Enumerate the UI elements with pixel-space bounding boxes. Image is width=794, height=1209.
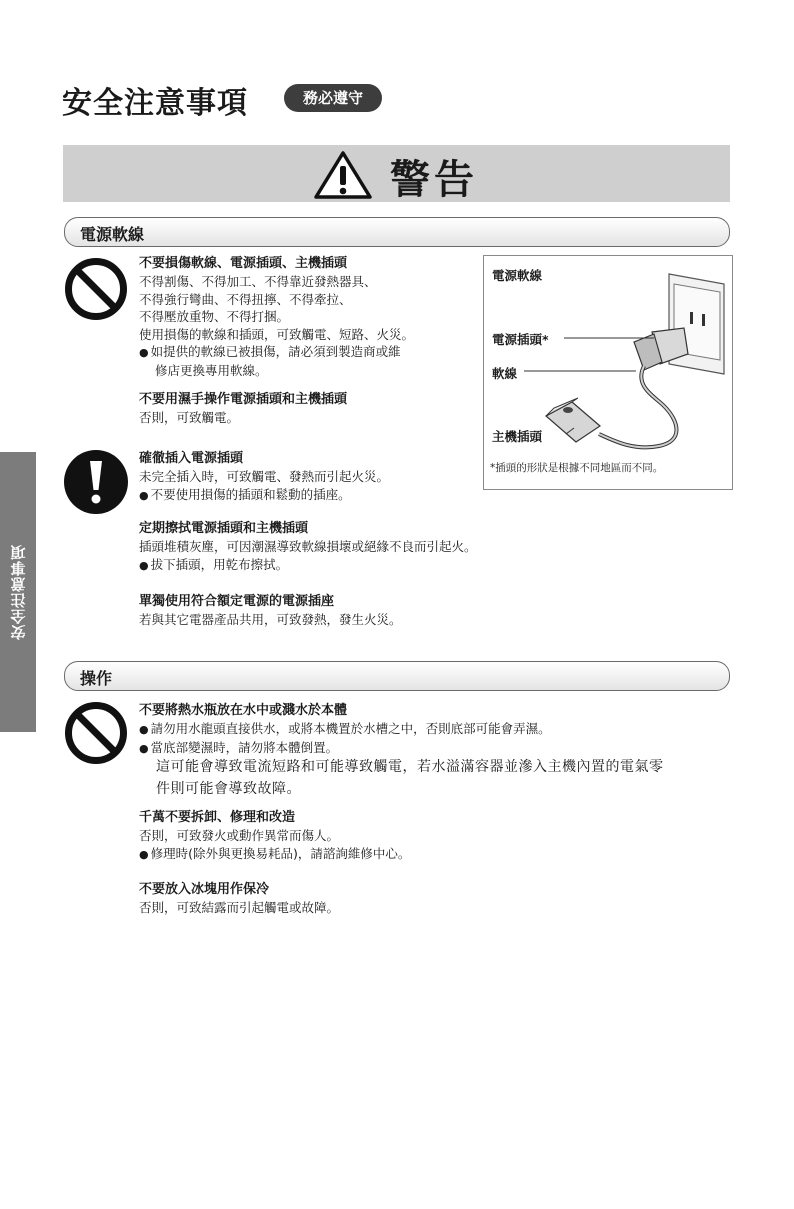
- figure-label-appliance-plug: 主機插頭: [492, 429, 543, 444]
- power-item-dedicated-outlet: [139, 593, 402, 629]
- item-title: 不要放入冰塊用作保冷: [139, 882, 270, 897]
- item-text: 不得割傷、不得加工、不得靠近發熱器具、: [139, 274, 377, 289]
- item-text: 若與其它電器產品共用，可致發熱，發生火災。: [139, 612, 402, 627]
- item-bullet: ● 如提供的軟線已被損傷，請必須到製造商或維: [139, 343, 414, 362]
- item-title: 不要用濕手操作電源插頭和主機插頭: [139, 392, 348, 407]
- operation-item-ice: [139, 881, 339, 917]
- figure-note: *插頭的形狀是根據不同地區而不同。: [490, 462, 664, 474]
- figure-label-plug: 電源插頭*: [492, 332, 549, 347]
- item-text: 插頭堆積灰塵，可因潮濕導致軟線損壞或絕緣不良而引起火。: [139, 539, 477, 554]
- item-text: 修店更換專用軟線。: [155, 362, 268, 378]
- exclamation-icon: [63, 449, 129, 515]
- item-title: 千萬不要拆卸、修理和改造: [139, 810, 296, 825]
- item-title: 確徹插入電源插頭: [139, 451, 244, 466]
- item-text: 否則，可致觸電。: [139, 410, 240, 425]
- section-bar-operation: [64, 661, 730, 691]
- item-bullet: ● 當底部變濕時，請勿將本體倒置。: [139, 739, 551, 758]
- item-text: 件則可能會導致故障。: [156, 781, 301, 797]
- item-text: 否則，可致結露而引起觸電或故障。: [139, 900, 340, 915]
- operation-item-disassemble: [139, 809, 410, 863]
- figure-label-cord: 電源軟線: [492, 268, 543, 283]
- item-text: 不得壓放重物、不得打捆。: [139, 309, 290, 324]
- power-item-wet-hands: [139, 391, 347, 427]
- side-tab-label: 安全注意事項: [9, 544, 28, 640]
- section-bar-power-cord: [64, 217, 730, 247]
- section-heading-power-cord: 電源軟線: [80, 225, 145, 244]
- item-title: 單獨使用符合額定電源的電源插座: [139, 594, 335, 609]
- item-text: 未完全插入時，可致觸電、發熱而引起火災。: [139, 469, 390, 484]
- operation-item-water: [139, 702, 551, 757]
- figure-label-wire: 軟線: [492, 366, 518, 381]
- item-text: 否則，可致發火或動作異常而傷人。: [139, 828, 340, 843]
- side-tab: [0, 452, 36, 732]
- page-title: 安全注意事項: [62, 86, 248, 121]
- item-bullet: ● 修理時(除外與更換易耗品)，請諮詢維修中心。: [139, 845, 410, 864]
- warning-triangle-icon: [313, 150, 373, 200]
- section-heading-operation: 操作: [80, 669, 113, 688]
- must-comply-badge: 務必遵守: [284, 84, 382, 112]
- item-bullet: ● 拔下插頭，用乾布擦拭。: [139, 556, 477, 575]
- item-bullet: ● 不要使用損傷的插頭和鬆動的插座。: [139, 486, 389, 505]
- power-item-damage: [139, 255, 414, 379]
- prohibition-icon: [63, 256, 129, 322]
- prohibition-icon: [63, 700, 129, 766]
- item-text: 使用損傷的軟線和插頭，可致觸電、短路、火災。: [139, 326, 415, 342]
- item-bullet: ● 請勿用水龍頭直接供水，或將本機置於水槽之中，否則底部可能會弄濕。: [139, 720, 551, 739]
- power-item-clean-plug: [139, 520, 477, 574]
- item-title: 不要損傷軟線、電源插頭、主機插頭: [139, 256, 348, 271]
- warning-title: 警告: [390, 157, 478, 203]
- power-cord-illustration: [484, 256, 730, 487]
- item-title: 定期擦拭電源插頭和主機插頭: [139, 521, 309, 536]
- item-text: 這可能會導致電流短路和可能導致觸電，若水溢滿容器並滲入主機內置的電氣零: [156, 759, 664, 775]
- item-text: 不得強行彎曲、不得扭擰、不得牽拉、: [139, 291, 352, 307]
- power-item-insert-plug: [139, 450, 389, 504]
- item-title: 不要將熱水瓶放在水中或濺水於本體: [139, 703, 348, 718]
